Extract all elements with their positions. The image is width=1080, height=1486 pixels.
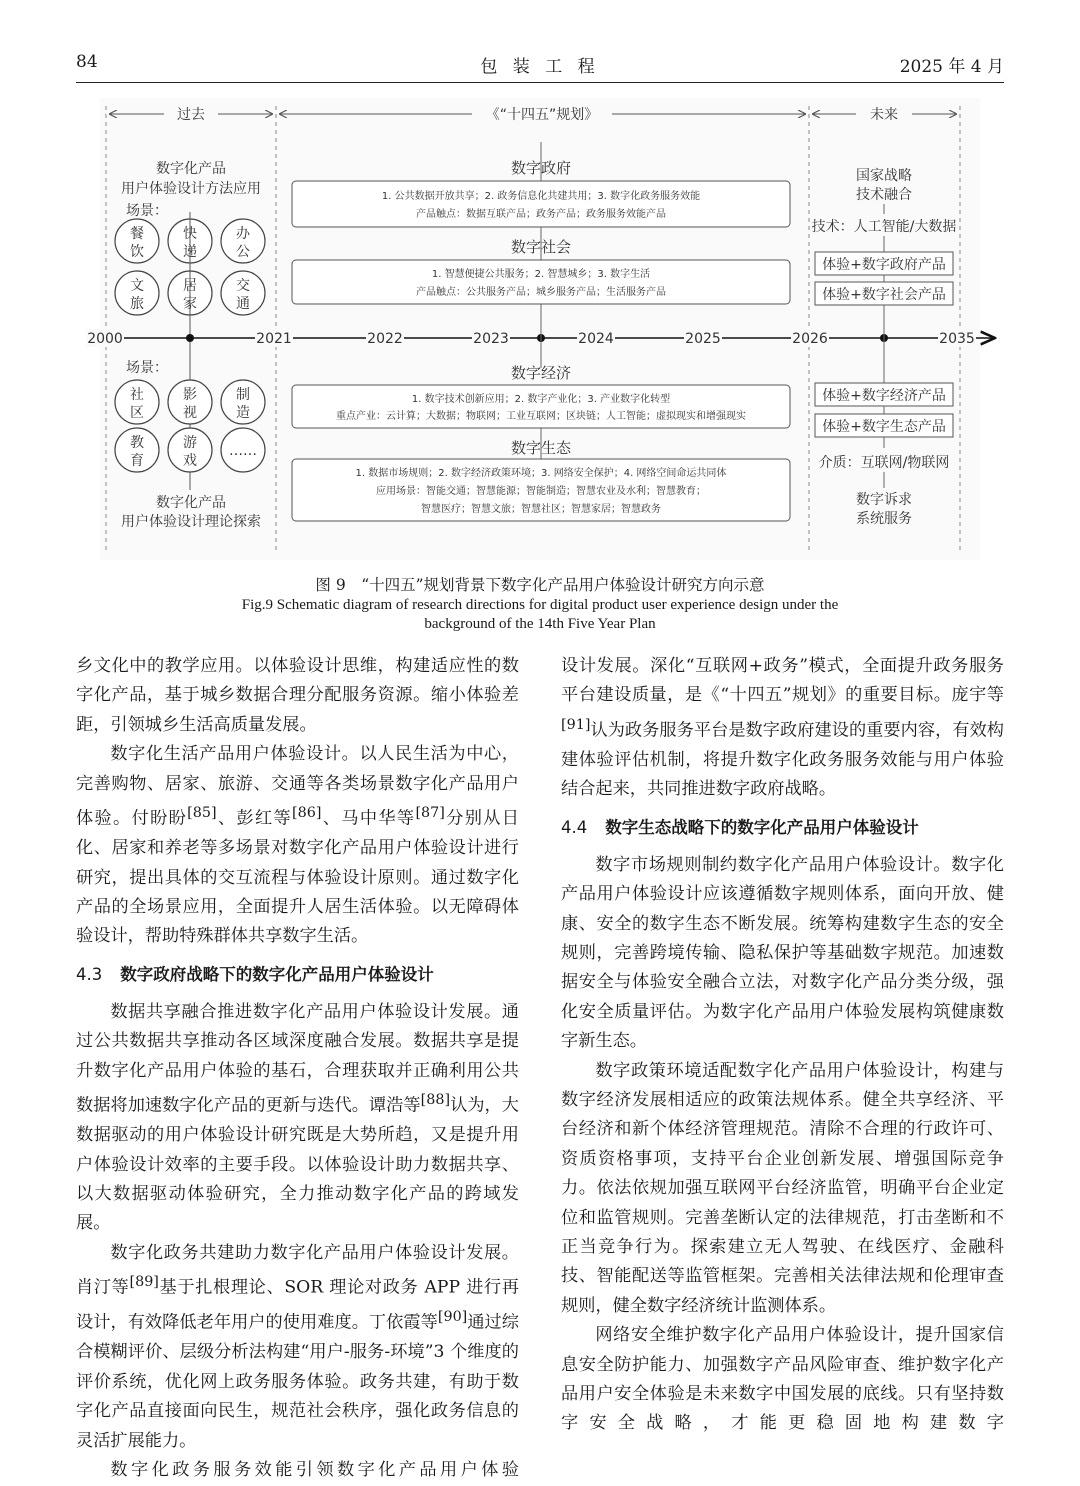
gov-box bbox=[292, 181, 790, 227]
year-label: 2023 bbox=[473, 331, 509, 347]
text: 、彭红等 bbox=[216, 808, 293, 829]
eco-line: 1. 数字技术创新应用；2. 数字产业化；3. 产业数字化转型 bbox=[411, 394, 671, 405]
scene-char: 办 bbox=[236, 226, 250, 242]
future-demand: 系统服务 bbox=[856, 511, 912, 527]
future-box-label: 体验+数字经济产品 bbox=[822, 388, 946, 404]
section-title: 数字政府战略下的数字化产品用户体验设计 bbox=[120, 964, 434, 984]
text: 数据共享融合推进数字化产品用户体验设计发展。通过公共数据共享推动各区域深度融合发展。数据共享是提升数字化产品用户体验的基石，合理获取并正确利用公共数据将加速数字化产品的更新与迭代。谭浩等 bbox=[76, 1001, 519, 1116]
year-label: 2021 bbox=[256, 331, 292, 347]
gov-line: 产品触点：数据互联产品；政务产品；政务服务效能产品 bbox=[416, 209, 666, 220]
citation: [86] bbox=[292, 805, 322, 822]
scene-char: 教 bbox=[130, 435, 144, 451]
paragraph bbox=[76, 740, 519, 952]
text: 数字化生活产品用户体验设计。以人民生活为中心，完善购物、居家、旅游、交通等各类场景数字化产品用户体验。付盼盼 bbox=[76, 744, 519, 829]
scene-char: 旅 bbox=[130, 296, 144, 312]
figure-caption bbox=[76, 574, 1004, 634]
section-heading-4-3 bbox=[76, 960, 519, 990]
env-title: 数字生态 bbox=[510, 439, 572, 457]
caption-en bbox=[160, 596, 920, 634]
text: 分别从日化、居家和养老等多场景对数字化产品用户体验设计进行研究，提出具体的交互流程与体验设计原则。通过数字化产品的全场景应用，全面提升人居生活体验。以无障碍体验设计，帮助特殊群体共享数字生活。 bbox=[76, 808, 519, 947]
period-future: 未来 bbox=[870, 107, 898, 123]
year-label: 2025 bbox=[685, 331, 721, 347]
scene-char: 递 bbox=[183, 244, 197, 260]
caption-cn: 图 9 “十四五”规划背景下数字化产品用户体验设计研究方向示意 bbox=[315, 576, 765, 594]
citation: [91] bbox=[561, 716, 591, 733]
year-label: 2022 bbox=[367, 331, 403, 347]
paragraph: 数字政策环境适配数字化产品用户体验设计，构建与数字经济发展相适应的政策法规体系。健全共享经济、平台经济和新个体经济管理规范。清除不合理的行政许可、资质资格事项，支持平台企业创新发展、增强国际竞争力。依法依规加强互联网平台经济监管，明确平台企业定位和监管规则。完善垄断认定的法律规范，打击垄断和不正当竞争行为。探索建立无人驾驶、在线医疗、金融科技、智能配送等监管框架。完善相关法律法规和伦理审查规则，健全数字经济统计监测体系。 bbox=[561, 1060, 1004, 1316]
paragraph: 数字化政务服务效能引领数字化产品用户体验 bbox=[110, 1460, 519, 1481]
page-number: 84 bbox=[76, 52, 98, 72]
gov-title: 数字政府 bbox=[510, 159, 572, 177]
scene-char: 社 bbox=[130, 387, 144, 403]
paragraph bbox=[76, 998, 519, 1239]
soc-title: 数字社会 bbox=[510, 238, 572, 256]
citation: [85] bbox=[187, 805, 217, 822]
text: 基于扎根理论、SOR 理论对政务 APP 进行再设计，有效降低老年用户的使用难度。丁依霞等 bbox=[76, 1277, 519, 1334]
scene-char: 快 bbox=[183, 226, 197, 242]
paragraph: 数字市场规则制约数字化产品用户体验设计。数字化产品用户体验设计应该遵循数字规则体系，面向开放、健康、安全的数字生态不断发展。统筹构建数字生态的安全规则，完善跨境传输、隐私保护等基础数字规范。加速数据安全与体验安全融合立法，对数字化产品分类分级，强化安全质量评估。为数字化产品用户体验发展构筑健康数字新生态。 bbox=[561, 854, 1004, 1052]
year-label: 2026 bbox=[792, 331, 828, 347]
left-bottom-title: 数字化产品 bbox=[156, 495, 226, 511]
text: 认为，大数据驱动的用户体验设计研究既是大势所趋，又是提升用户体验设计效率的主要手段。以体验设计助力数据共享、以大数据驱动体验研究，全力推动数字化产品的跨域发展。 bbox=[76, 1095, 519, 1234]
section-number: 4.3 bbox=[76, 964, 103, 984]
scene-char: 餐 bbox=[130, 226, 144, 242]
scene-char: 视 bbox=[183, 405, 197, 421]
running-header bbox=[76, 52, 1004, 83]
gov-line: 1. 公共数据开放共享；2. 政务信息化共建共用；3. 数字化政务服务效能 bbox=[381, 191, 701, 202]
scene-char: 育 bbox=[130, 453, 144, 469]
issue-date: 2025 年 4 月 bbox=[899, 57, 1004, 77]
section-title: 数字生态战略下的数字化产品用户体验设计 bbox=[605, 817, 919, 837]
text: 设计发展。深化“互联网+政务”模式，全面提升政务服务平台建设质量，是《“十四五”规划》的重要目标。庞宇等 bbox=[561, 656, 1004, 706]
text: 通过综合模糊评价、层级分析法构建“用户-服务-环境”3 个维度的评价系统，优化网上政务服务体验。政务共建，有助于数字化产品直接面向民生，规范社会秩序，强化政务信息的灵活扩展能力。 bbox=[76, 1313, 519, 1451]
scene-char: 公 bbox=[236, 244, 250, 260]
scene-char: …… bbox=[229, 443, 257, 459]
left-top-title: 数字化产品 bbox=[156, 161, 226, 177]
future-tech: 技术：人工智能/大数据 bbox=[811, 219, 957, 235]
citation: [89] bbox=[129, 1274, 159, 1291]
scene-char: 游 bbox=[183, 435, 197, 451]
left-column bbox=[76, 652, 519, 1486]
text: 、马中华等 bbox=[321, 808, 416, 829]
paragraph: 网络安全维护数字化产品用户体验设计，提升国家信息安全防护能力、加强数字产品风险审查、维护数字化产品用户安全体验是未来数字中国发展的底线。只有坚持数字安全战略，才能更稳固地构建数字 bbox=[561, 1325, 1004, 1434]
future-strategy: 技术融合 bbox=[856, 187, 912, 203]
year-label: 2035 bbox=[939, 331, 975, 347]
section-heading-4-4 bbox=[561, 813, 1004, 843]
scene-char: 居 bbox=[183, 278, 197, 294]
scene-char: 影 bbox=[183, 387, 197, 403]
citation: [88] bbox=[420, 1092, 451, 1109]
env-line: 智慧医疗；智慧文旅；智慧社区；智慧家居；智慧政务 bbox=[421, 504, 661, 515]
future-strategy: 国家战略 bbox=[856, 168, 912, 184]
eco-line: 重点产业：云计算；大数据；物联网；工业互联网；区块链；人工智能；虚拟现实和增强现实 bbox=[336, 411, 746, 422]
citation: [90] bbox=[437, 1309, 468, 1326]
right-column bbox=[561, 652, 1004, 1439]
env-line: 应用场景：智能交通；智慧能源；智能制造；智慧农业及水利；智慧教育； bbox=[376, 486, 706, 497]
left-bottom-title: 用户体验设计理论探索 bbox=[121, 514, 261, 530]
paragraph bbox=[76, 1239, 519, 1456]
citation: [87] bbox=[415, 805, 445, 822]
soc-line: 1. 智慧便捷公共服务；2. 智慧城乡；3. 数字生活 bbox=[431, 269, 651, 280]
left-top-title: 用户体验设计方法应用 bbox=[121, 181, 261, 197]
future-box-label: 体验+数字政府产品 bbox=[822, 257, 946, 273]
scene-char: 饮 bbox=[130, 244, 144, 260]
caption-en-line: background of the 14th Five Year Plan bbox=[424, 616, 656, 632]
eco-title: 数字经济 bbox=[510, 364, 572, 382]
text: 认为政务服务平台是数字政府建设的重要内容，有效构建体验评估机制，将提升数字化政务服务效能与用户体验结合起来，共同推进数字政府战略。 bbox=[561, 720, 1004, 800]
year-label: 2024 bbox=[578, 331, 614, 347]
future-demand: 数字诉求 bbox=[856, 492, 912, 508]
scene-char: 文 bbox=[130, 278, 144, 294]
future-box-label: 体验+数字生态产品 bbox=[822, 419, 946, 435]
soc-line: 产品触点：公共服务产品；城乡服务产品；生活服务产品 bbox=[416, 287, 666, 298]
scene-char: 家 bbox=[183, 296, 197, 312]
period-plan: 《“十四五”规划》 bbox=[485, 107, 599, 123]
future-medium: 介质：互联网/物联网 bbox=[818, 455, 950, 471]
figure-9 bbox=[87, 98, 980, 560]
scene-char: 交 bbox=[236, 278, 250, 294]
paragraph: 乡文化中的教学应用。以体验设计思维，构建适应性的数字化产品，基于城乡数据合理分配服务资源。缩小体验差距，引领城乡生活高质量发展。 bbox=[76, 656, 519, 735]
env-line: 1. 数据市场规则；2. 数字经济政策环境；3. 网络安全保护；4. 网络空间命运共同体 bbox=[355, 468, 727, 479]
research-directions-diagram bbox=[87, 98, 980, 560]
journal-name: 包 装 工 程 bbox=[480, 57, 600, 77]
section-number: 4.4 bbox=[561, 817, 588, 837]
timeline-dot bbox=[186, 334, 194, 342]
paragraph bbox=[561, 652, 1004, 805]
scene-char: 制 bbox=[236, 387, 250, 403]
scene-label: 场景： bbox=[126, 203, 168, 219]
caption-en-line: Fig.9 Schematic diagram of research directions for digital product user experience design under the bbox=[241, 597, 839, 613]
year-label: 2000 bbox=[87, 331, 123, 347]
scene-char: 区 bbox=[130, 405, 144, 421]
future-box-label: 体验+数字社会产品 bbox=[822, 287, 946, 303]
scene-char: 造 bbox=[236, 405, 250, 421]
scene-char: 戏 bbox=[183, 453, 197, 469]
period-past: 过去 bbox=[177, 107, 205, 123]
text: 数字化政务共建助力数字化产品用户体验设计发展。肖汀等 bbox=[76, 1242, 519, 1298]
scene-char: 通 bbox=[236, 296, 250, 312]
scene-label: 场景： bbox=[126, 360, 168, 376]
